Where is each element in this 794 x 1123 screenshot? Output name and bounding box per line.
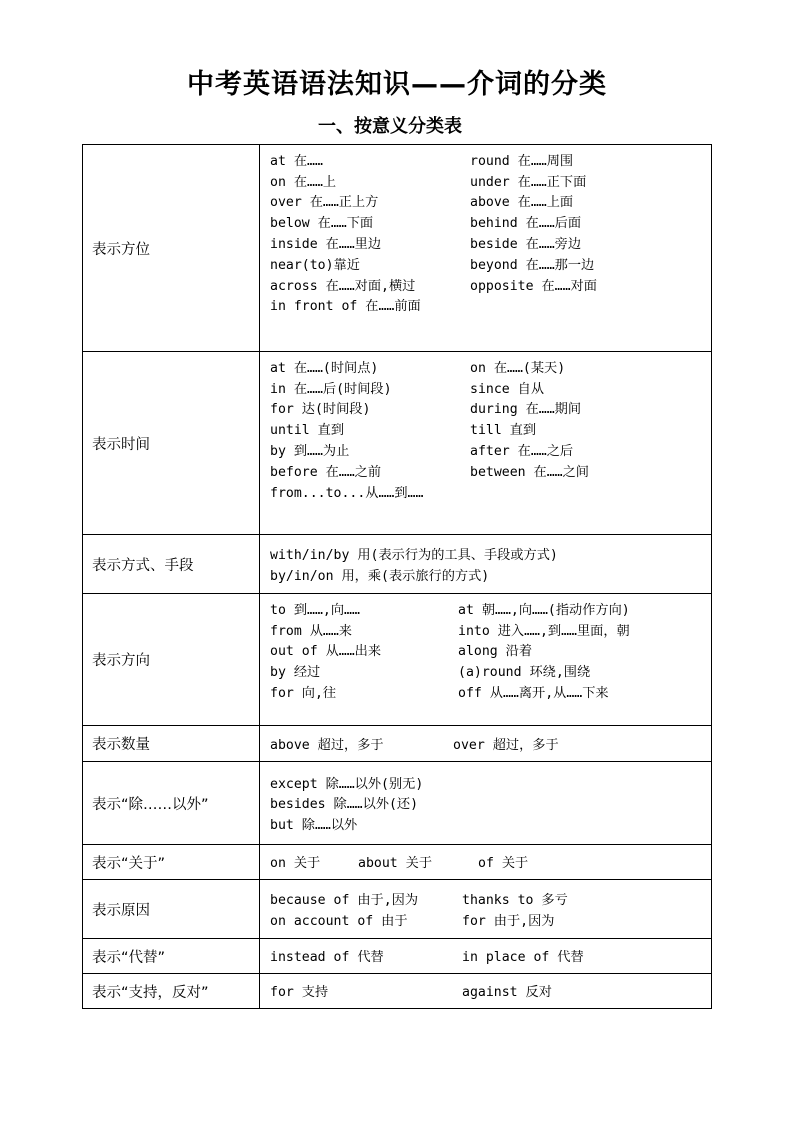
entry-row <box>270 232 711 253</box>
entry: for 支持 <box>270 985 329 1001</box>
entry-row <box>270 439 711 460</box>
entry: out of 从……出来 <box>270 644 382 660</box>
entry-line: by/in/on 用，乘(表示旅行的方式) <box>270 568 490 584</box>
entry-row <box>270 981 711 1002</box>
entry: under 在……正下面 <box>470 174 587 190</box>
entry-row <box>270 191 711 212</box>
entry: at 在……(时间点) <box>270 360 379 376</box>
entry: along 沿着 <box>458 644 533 660</box>
table-row-towards <box>83 594 712 726</box>
entry: by 经过 <box>270 665 321 681</box>
entry-row <box>270 640 711 661</box>
entry: opposite 在……对面 <box>470 278 597 294</box>
entry: in front of 在……前面 <box>270 299 421 315</box>
category-label: 表示“关于” <box>83 845 260 880</box>
category-label: 表示“代替” <box>83 939 260 974</box>
table-row-about <box>83 845 712 880</box>
entry: during 在……期间 <box>470 402 582 418</box>
entry: into 进入……,到……里面，朝 <box>458 623 630 639</box>
table-row-time <box>83 352 712 535</box>
entry: behind 在……后面 <box>470 216 582 232</box>
entry-row <box>270 681 711 702</box>
entry: for 向,往 <box>270 686 337 702</box>
category-label: 表示原因 <box>83 880 260 939</box>
entry-row <box>270 660 711 681</box>
entry: near(to)靠近 <box>270 257 360 273</box>
entry-row <box>270 149 711 170</box>
entry: below 在……下面 <box>270 216 374 232</box>
entry: on account of 由于 <box>270 913 408 929</box>
category-label: 表示时间 <box>83 352 260 535</box>
section-subtitle: 一、按意义分类表 <box>318 116 462 137</box>
category-label: 表示方式、手段 <box>83 535 260 594</box>
table-row-instead <box>83 939 712 974</box>
entry-row <box>270 211 711 232</box>
entry: between 在……之间 <box>470 464 589 480</box>
entries-cell <box>260 974 712 1009</box>
entry: (a)round 环绕,围绕 <box>458 665 591 681</box>
entry-row <box>270 888 711 909</box>
entry-row <box>270 909 711 930</box>
entry-row <box>270 733 711 754</box>
entry: after 在……之后 <box>470 444 574 460</box>
entry: in 在……后(时间段) <box>270 381 392 397</box>
table-row-support <box>83 974 712 1009</box>
entry: on 关于 <box>270 856 321 872</box>
category-label: 表示“支持，反对” <box>83 974 260 1009</box>
table-row-quantity <box>83 726 712 762</box>
entry-row <box>270 946 711 967</box>
entry: at 在…… <box>270 153 323 169</box>
entry: till 直到 <box>470 423 537 439</box>
entry: across 在……对面,横过 <box>270 278 416 294</box>
entry-row <box>270 170 711 191</box>
category-label: 表示方向 <box>83 594 260 726</box>
entry: for 达(时间段) <box>270 402 371 418</box>
table-row-direction-place <box>83 145 712 352</box>
entry: from...to...从……到…… <box>270 485 424 501</box>
entry: thanks to 多亏 <box>462 893 568 909</box>
entry: inside 在……里边 <box>270 237 382 253</box>
entries-cell <box>260 535 712 594</box>
entry: since 自从 <box>470 381 545 397</box>
entry: from 从……来 <box>270 623 352 639</box>
entry: before 在……之前 <box>270 464 382 480</box>
entry: on 在……(某天) <box>470 360 566 376</box>
entry: on 在……上 <box>270 174 337 190</box>
entry: until 直到 <box>270 423 345 439</box>
entry-line: but 除……以外 <box>270 818 358 834</box>
entry: against 反对 <box>462 985 552 1001</box>
entry: at 朝……,向……(指动作方向) <box>458 602 630 618</box>
entry-line: besides 除……以外(还) <box>270 797 419 813</box>
entries-cell <box>260 762 712 845</box>
entry: beyond 在……那一边 <box>470 257 595 273</box>
category-label: 表示“除……以外” <box>83 762 260 845</box>
table-row-cause <box>83 880 712 939</box>
entries-cell <box>260 726 712 762</box>
entry: round 在……周围 <box>470 153 574 169</box>
table-row-means <box>83 535 712 594</box>
entry: of 关于 <box>478 856 529 872</box>
entry: about 关于 <box>358 856 433 872</box>
entry-line: except 除……以外(别无) <box>270 776 424 792</box>
entry-row <box>270 852 711 873</box>
entry-line: with/in/by 用(表示行为的工具、手段或方式) <box>270 548 558 564</box>
entry-row <box>270 295 711 316</box>
entry-row <box>270 598 711 619</box>
entry: above 在……上面 <box>470 195 574 211</box>
entry-row <box>270 398 711 419</box>
entries-cell <box>260 880 712 939</box>
entries-cell <box>260 145 712 352</box>
entry: instead of 代替 <box>270 950 384 966</box>
entry: in place of 代替 <box>462 950 584 966</box>
entries-cell <box>260 939 712 974</box>
page-title: 中考英语语法知识——介词的分类 <box>187 69 607 100</box>
entry-row <box>270 460 711 481</box>
entry-row <box>270 274 711 295</box>
entry: because of 由于,因为 <box>270 893 419 909</box>
entry: to 到……,向…… <box>270 602 360 618</box>
entry-row <box>270 619 711 640</box>
entry-row <box>270 356 711 377</box>
entry: by 到……为止 <box>270 444 350 460</box>
entry: above 超过，多于 <box>270 737 384 753</box>
category-label: 表示方位 <box>83 145 260 352</box>
table-row-except <box>83 762 712 845</box>
entry: beside 在……旁边 <box>470 237 582 253</box>
entries-cell <box>260 845 712 880</box>
entry-row <box>270 377 711 398</box>
preposition-classification-table <box>82 144 712 1009</box>
entry: over 在……正上方 <box>270 195 379 211</box>
entries-cell <box>260 594 712 726</box>
category-label: 表示数量 <box>83 726 260 762</box>
entry: over 超过，多于 <box>453 737 559 753</box>
entry-row <box>270 418 711 439</box>
entry: for 由于,因为 <box>462 913 555 929</box>
entry-row <box>270 253 711 274</box>
entries-cell <box>260 352 712 535</box>
entry: off 从……离开,从……下来 <box>458 686 609 702</box>
entry-row <box>270 481 711 502</box>
